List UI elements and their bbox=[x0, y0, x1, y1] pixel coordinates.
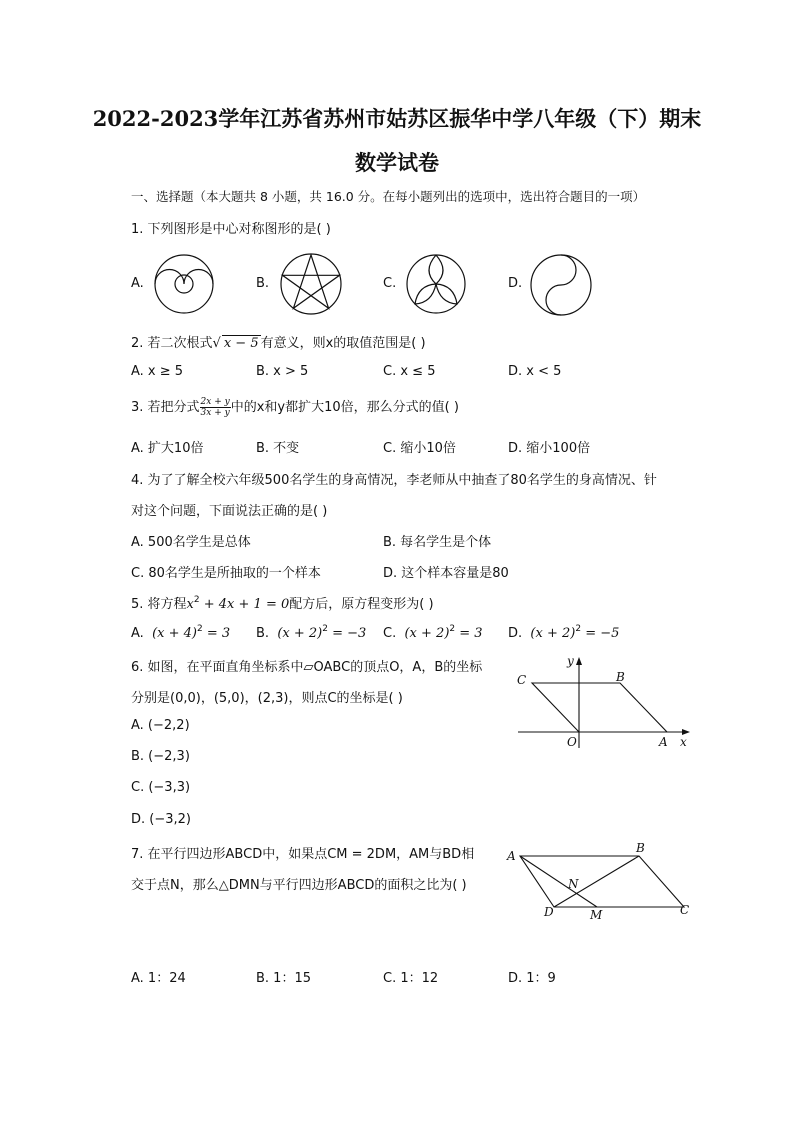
q2-stem-prefix: 2. 若二次根式 bbox=[131, 336, 213, 351]
q2-option-c: C. x ≤ 5 bbox=[383, 364, 436, 379]
q7-label-a: A bbox=[507, 849, 516, 863]
q5-option-a-tail: = 3 bbox=[202, 626, 231, 641]
q6-label-c: C bbox=[517, 673, 527, 687]
q1-option-c-label: C. bbox=[383, 276, 397, 291]
q5-option-b-base: (x + 2) bbox=[277, 626, 323, 641]
q2-radicand: x − 5 bbox=[223, 336, 259, 351]
q1-figure-a bbox=[148, 253, 220, 315]
q4-option-d: D. 这个样本容量是80 bbox=[383, 566, 509, 581]
q7-stem-line1: 7. 在平行四边形ABCD中，如果点CM = 2DM，AM与BD相 bbox=[131, 847, 475, 862]
q1-option-a-label: A. bbox=[131, 276, 144, 291]
q6-label-a: A bbox=[659, 735, 668, 749]
q5-equation-x: x bbox=[186, 597, 194, 612]
q5-option-c-exp: 2 bbox=[449, 624, 456, 634]
q5-option-a-base: (x + 4) bbox=[152, 626, 197, 641]
q5-option-c-label: C. bbox=[383, 626, 397, 641]
q6-stem-line1: 6. 如图，在平面直角坐标系中▱OABC的顶点O，A，B的坐标 bbox=[131, 660, 483, 675]
q7-label-n: N bbox=[568, 877, 579, 891]
q6-option-a: A. (−2,2) bbox=[131, 718, 190, 733]
q2-option-a: A. x ≥ 5 bbox=[131, 364, 184, 379]
q5-option-b-label: B. bbox=[256, 626, 270, 641]
q5-option-b bbox=[256, 624, 366, 641]
q5-option-b-tail: = −3 bbox=[327, 626, 367, 641]
q7-label-d: D bbox=[544, 905, 554, 919]
q5-option-a bbox=[131, 624, 230, 641]
q4-option-b: B. 每名学生是个体 bbox=[383, 535, 492, 550]
q7-option-b: B. 1：15 bbox=[256, 971, 311, 986]
section-heading: 一、选择题（本大题共 8 小题，共 16.0 分。在每小题列出的选项中，选出符合题目的一项） bbox=[131, 189, 646, 204]
q5-option-a-exp: 2 bbox=[196, 624, 203, 634]
sqrt-symbol: √ bbox=[212, 336, 221, 351]
q5-equation-rest: + 4x + 1 = 0 bbox=[199, 597, 290, 612]
q6-option-c: C. (−3,3) bbox=[131, 780, 191, 795]
q3-fraction-numerator: 2x + y bbox=[200, 397, 230, 407]
q6-parallelogram bbox=[532, 683, 667, 732]
q3-stem bbox=[131, 396, 459, 418]
q3-stem-rest: 中的x和y都扩大10倍，那么分式的值( ) bbox=[230, 400, 459, 415]
q2-option-b: B. x > 5 bbox=[256, 364, 309, 379]
q1-figure-b bbox=[275, 252, 347, 316]
q5-option-d-label: D. bbox=[508, 626, 523, 641]
q6-y-arrow bbox=[576, 657, 582, 665]
q7-figure bbox=[504, 838, 696, 924]
q5-option-b-exp: 2 bbox=[322, 624, 328, 634]
q7-stem-line2: 交于点N，那么△DMN与平行四边形ABCD的面积之比为( ) bbox=[131, 878, 467, 893]
q4-stem-line2: 对这个问题，下面说法正确的是( ) bbox=[131, 504, 328, 519]
q4-option-c: C. 80名学生是所抽取的一个样本 bbox=[131, 566, 321, 581]
q3-option-d: D. 缩小100倍 bbox=[508, 441, 591, 456]
page-title-line2: 数学试卷 bbox=[355, 150, 439, 175]
page-title-line1: 2022-2023学年江苏省苏州市姑苏区振华中学八年级（下）期末 bbox=[92, 106, 702, 131]
q5-option-c bbox=[383, 624, 483, 641]
q6-label-b: B bbox=[616, 670, 625, 684]
q3-fraction-denominator: 3x + y bbox=[200, 408, 230, 418]
q6-label-o: O bbox=[567, 735, 577, 749]
q6-label-y: y bbox=[567, 654, 574, 668]
q7-segment-am bbox=[520, 856, 597, 907]
q1-stem: 1. 下列图形是中心对称图形的是( ) bbox=[131, 222, 331, 237]
q6-label-x: x bbox=[680, 735, 687, 749]
q5-equation-exponent: 2 bbox=[193, 595, 200, 605]
q4-option-a: A. 500名学生是总体 bbox=[131, 535, 251, 550]
q2-stem-rest: 有意义，则x的取值范围是( ) bbox=[260, 336, 426, 351]
q5-option-d-base: (x + 2) bbox=[530, 626, 576, 641]
q7-option-d: D. 1：9 bbox=[508, 971, 556, 986]
q3-option-a: A. 扩大10倍 bbox=[131, 441, 204, 456]
q7-parallelogram bbox=[520, 856, 684, 907]
q5-stem-rest: 配方后，原方程变形为( ) bbox=[289, 597, 434, 612]
q1-option-b-label: B. bbox=[256, 276, 270, 291]
q5-option-d-tail: = −5 bbox=[581, 626, 620, 641]
q4-stem-line1: 4. 为了了解全校六年级500名学生的身高情况，李老师从中抽查了80名学生的身高情况、针 bbox=[131, 473, 657, 488]
q6-figure bbox=[512, 652, 692, 752]
q5-option-d bbox=[508, 624, 619, 641]
q7-label-c: C bbox=[680, 903, 690, 917]
q1-option-d-label: D. bbox=[508, 276, 523, 291]
q2-stem bbox=[131, 332, 426, 351]
q3-fraction bbox=[200, 397, 231, 418]
q5-stem-prefix: 5. 将方程 bbox=[131, 597, 187, 612]
q7-label-b: B bbox=[636, 841, 645, 855]
q5-option-c-base: (x + 2) bbox=[404, 626, 450, 641]
q1-figure-d bbox=[528, 253, 594, 317]
q6-option-d: D. (−3,2) bbox=[131, 812, 191, 827]
q5-option-d-exp: 2 bbox=[575, 624, 582, 634]
q5-option-c-tail: = 3 bbox=[455, 626, 483, 641]
q5-stem bbox=[131, 593, 434, 612]
q6-option-b: B. (−2,3) bbox=[131, 749, 190, 764]
q7-segment-bd bbox=[554, 856, 639, 907]
q1-figure-c bbox=[402, 253, 470, 315]
q3-option-b: B. 不变 bbox=[256, 441, 300, 456]
q3-option-c: C. 缩小10倍 bbox=[383, 441, 456, 456]
q7-option-a: A. 1：24 bbox=[131, 971, 186, 986]
q6-stem-line2: 分别是(0,0)，(5,0)，(2,3)，则点C的坐标是( ) bbox=[131, 691, 403, 706]
q5-option-a-label: A. bbox=[131, 626, 144, 641]
q7-label-m: M bbox=[590, 908, 603, 922]
q2-option-d: D. x < 5 bbox=[508, 364, 562, 379]
q3-stem-prefix: 3. 若把分式 bbox=[131, 400, 200, 415]
q7-option-c: C. 1：12 bbox=[383, 971, 439, 986]
